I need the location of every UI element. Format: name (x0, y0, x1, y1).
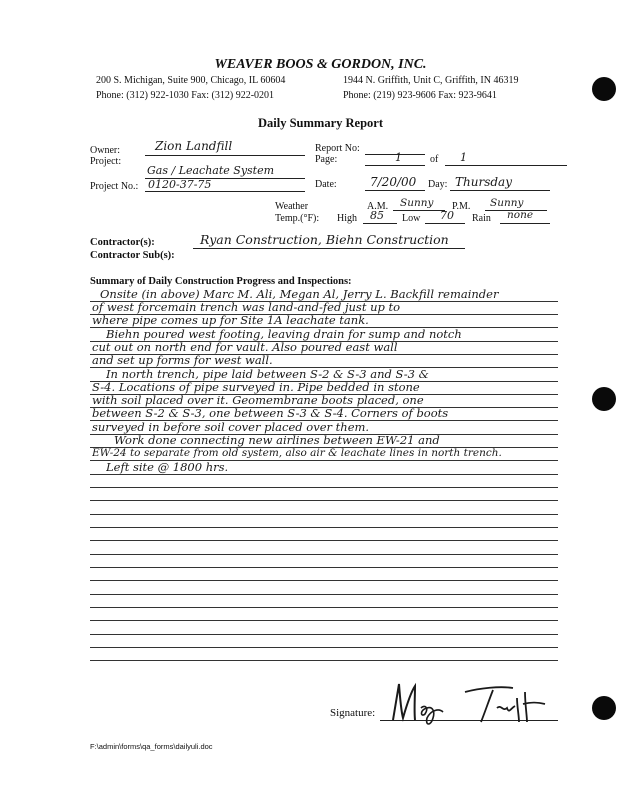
office1-phone: Phone: (312) 922-1030 Fax: (312) 922-0201 (96, 90, 275, 101)
summary-line: Biehn poured west footing, leaving drain for sump and notch (106, 328, 462, 341)
summary-line: where pipe comes up for Site 1A leachate tank. (92, 314, 369, 327)
summary-line: EW-24 to separate from old system, also air & leachate lines in north trench. (92, 447, 502, 459)
office2-address: 1944 N. Griffith, Unit C, Griffith, IN 46319 (343, 75, 519, 86)
project-label: Project: (90, 156, 122, 167)
summary-rule (90, 554, 558, 555)
punch-hole-top (592, 77, 616, 101)
summary-rule (90, 647, 558, 648)
summary-rule (90, 527, 558, 528)
temp-low-line (425, 223, 465, 224)
summary-line: of west forcemain trench was land-and-fed just up to (92, 301, 401, 314)
summary-line: with soil placed over it. Geomembrane boots placed, one (92, 394, 424, 407)
summary-rule (90, 607, 558, 608)
temp-high-value: 85 (370, 209, 384, 222)
summary-line: Onsite (in above) Marc M. Ali, Megan Al, Jerry L. Backfill remainder (100, 288, 499, 301)
contractors-value: Ryan Construction, Biehn Construction (200, 232, 449, 247)
page-line (365, 165, 425, 166)
owner-label: Owner: (90, 145, 120, 156)
temp-low-value: 70 (440, 209, 454, 222)
day-value: Thursday (455, 175, 512, 189)
summary-rule (90, 620, 558, 621)
summary-rule (90, 634, 558, 635)
weather-am-line (393, 210, 445, 211)
contractor-subs-label: Contractor Sub(s): (90, 250, 175, 261)
day-label: Day: (428, 179, 448, 190)
summary-rule (90, 567, 558, 568)
owner-value: Zion Landfill (155, 139, 233, 153)
summary-rule (90, 487, 558, 488)
page-value: 1 (395, 151, 402, 164)
temp-label: Temp.(°F): (275, 213, 320, 224)
page-of-value: 1 (460, 151, 467, 164)
weather-label: Weather (275, 201, 309, 212)
summary-line: In north trench, pipe laid between S-2 & S-3 and S-3 & (106, 368, 429, 381)
weather-am-value: Sunny (400, 197, 434, 209)
low-label: Low (402, 213, 421, 224)
rain-label: Rain (472, 213, 491, 224)
summary-rule (90, 594, 558, 595)
contractors-label: Contractor(s): (90, 237, 155, 248)
summary-line: between S-2 & S-3, one between S-3 & S-4. Corners of boots (92, 407, 449, 420)
project-no-label: Project No.: (90, 181, 139, 192)
footer-file-path: F:\admin\forms\qa_forms\dailyuli.doc (90, 742, 213, 751)
temp-high-line (363, 223, 397, 224)
summary-rule (90, 500, 558, 501)
project-value: Gas / Leachate System (147, 164, 275, 177)
pm-label: P.M. (452, 201, 471, 212)
summary-rule (90, 514, 558, 515)
summary-line: Left site @ 1800 hrs. (106, 461, 229, 474)
owner-line (145, 155, 305, 156)
project-no-line (145, 191, 305, 192)
summary-heading: Summary of Daily Construction Progress and Inspections: (90, 276, 352, 287)
company-name: WEAVER BOOS & GORDON, INC. (214, 57, 427, 72)
am-label: A.M. (367, 201, 389, 212)
of-label: of (430, 154, 439, 165)
summary-rule (90, 540, 558, 541)
summary-rule (90, 474, 558, 475)
summary-line: surveyed in before soil cover placed over them. (92, 421, 370, 434)
date-label: Date: (315, 179, 337, 190)
date-line (365, 190, 425, 191)
rain-value: none (507, 209, 534, 221)
summary-rule (90, 580, 558, 581)
summary-line: and set up forms for west wall. (92, 354, 273, 367)
office1-address: 200 S. Michigan, Suite 900, Chicago, IL 60604 (96, 75, 286, 86)
signature-image (385, 678, 555, 728)
date-value: 7/20/00 (370, 175, 417, 189)
summary-rule (90, 660, 558, 661)
rain-line (500, 223, 550, 224)
page-of-line (445, 165, 567, 166)
signature-label: Signature: (330, 707, 376, 719)
contractors-line (193, 248, 465, 249)
summary-line: cut out on north end for vault. Also poured east wall (92, 341, 398, 354)
high-label: High (337, 213, 357, 224)
punch-hole-middle (592, 387, 616, 411)
page-label: Page: (315, 154, 338, 165)
report-no-label: Report No: (315, 143, 360, 154)
report-title: Daily Summary Report (258, 116, 383, 130)
summary-line: S-4. Locations of pipe surveyed in. Pipe bedded in stone (92, 381, 420, 394)
summary-line: Work done connecting new airlines between EW-21 and (114, 434, 440, 447)
weather-pm-value: Sunny (490, 197, 524, 209)
punch-hole-bottom (592, 696, 616, 720)
day-line (450, 190, 550, 191)
project-no-value: 0120-37-75 (148, 178, 212, 191)
office2-phone: Phone: (219) 923-9606 Fax: 923-9641 (343, 90, 497, 101)
